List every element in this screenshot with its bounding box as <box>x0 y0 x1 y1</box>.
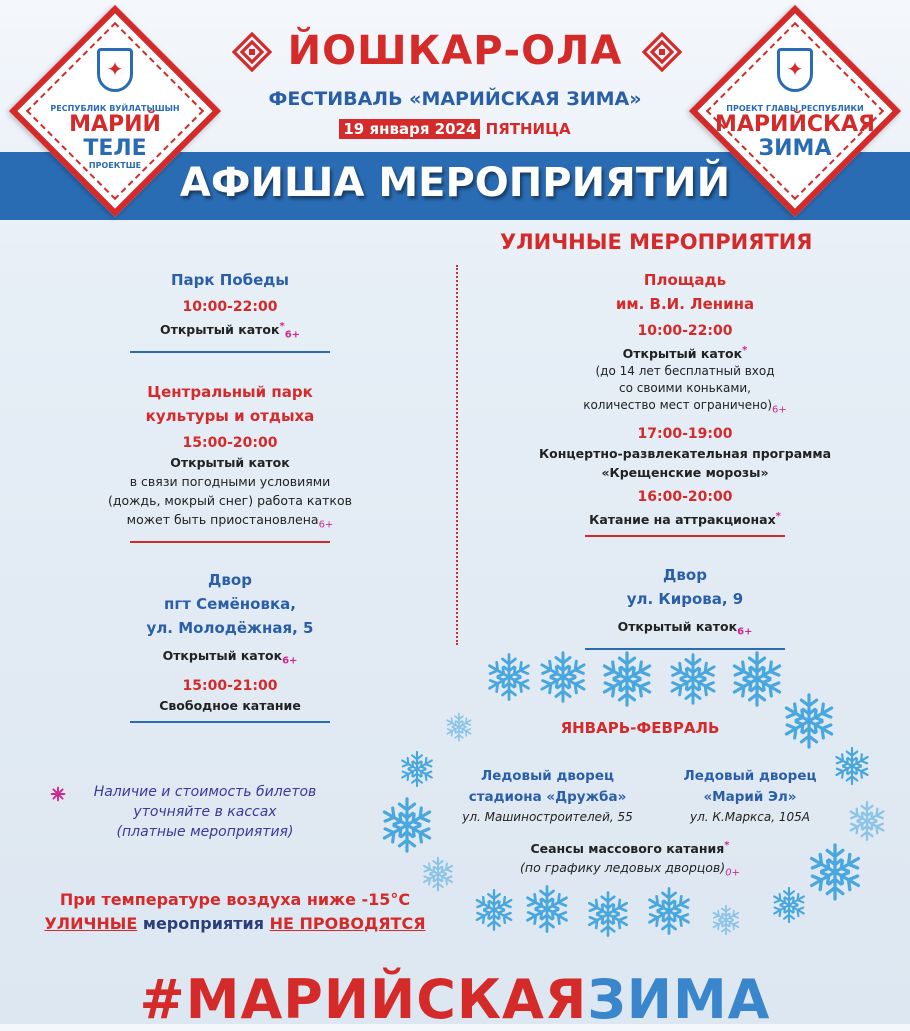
event: Свободное катание <box>159 697 301 713</box>
weekday: ПЯТНИЦА <box>485 120 571 138</box>
logo-left <box>15 48 215 170</box>
event-kirova <box>540 563 830 650</box>
warning-word: УЛИЧНЫЕ <box>44 914 138 933</box>
note-line: (платные мероприятия) <box>116 824 294 840</box>
venue-mari-el <box>655 766 845 827</box>
column-divider <box>456 265 458 645</box>
address: ул. Машиностроителей, 55 <box>462 810 633 824</box>
venue: ул. Молодёжная, 5 <box>146 619 314 637</box>
logo-text: ПРОЕКТ ГЛАВЫ РЕСПУБЛИКИ <box>726 104 864 113</box>
street-events-heading: УЛИЧНЫЕ МЕРОПРИЯТИЯ <box>500 230 813 254</box>
hashtag-part: ЗИМА <box>587 968 771 1031</box>
venue: Двор <box>208 571 252 589</box>
warning-word: НЕ ПРОВОДЯТСЯ <box>269 914 426 933</box>
venue: стадиона «Дружба» <box>468 789 627 805</box>
note-line: уточняйте в кассах <box>133 804 277 820</box>
divider <box>130 351 330 353</box>
event: Концертно-развлекательная программа <box>538 445 832 461</box>
snowflake-icon <box>484 652 534 702</box>
venue: «Марий Эл» <box>703 789 797 805</box>
snowflake-icon <box>644 886 694 936</box>
note: количество мест ограничено) <box>583 398 773 413</box>
note: со своими коньками, <box>618 381 751 396</box>
snowflake-icon <box>420 856 456 892</box>
event-lenin-square <box>510 268 860 537</box>
page-title: АФИША МЕРОПРИЯТИЙ <box>179 160 731 206</box>
note-line: Наличие и стоимость билетов <box>93 784 317 800</box>
time: 17:00-19:00 <box>637 425 733 442</box>
date-box: 19 января 2024 <box>339 119 480 139</box>
age-rating: 6+ <box>772 404 787 416</box>
divider <box>130 541 330 543</box>
note: (до 14 лет бесплатный вход <box>595 364 775 379</box>
snowflake-icon <box>805 842 865 902</box>
snowflake-icon <box>598 650 656 708</box>
time: 15:00-21:00 <box>182 677 278 694</box>
asterisk: * <box>279 321 285 332</box>
snowflake-icon <box>536 650 590 704</box>
event-park-pobedy <box>110 268 350 353</box>
mass-skating <box>480 836 780 883</box>
logo-text: МАРИЙСКАЯ <box>715 112 875 137</box>
snowflake-icon <box>666 652 720 706</box>
note: в связи погодными условиями <box>129 474 331 489</box>
event-central-park <box>90 380 370 543</box>
snowflake-icon <box>728 650 786 708</box>
asterisk: * <box>742 345 748 356</box>
age-rating: 6+ <box>318 519 334 531</box>
coat-of-arms-icon: ✦ <box>97 48 133 92</box>
venue: ул. Кирова, 9 <box>626 590 744 608</box>
event: Открытый каток <box>162 648 283 663</box>
time: 10:00-22:00 <box>637 323 733 339</box>
note: может быть приостановлена <box>126 512 319 527</box>
hashtag-part: #МАРИЙСКАЯ <box>139 968 588 1031</box>
snowflake-icon <box>770 886 808 924</box>
age-rating: 6+ <box>282 655 298 667</box>
age-rating: 6+ <box>737 626 753 638</box>
divider <box>130 721 330 723</box>
winter-heading: ЯНВАРЬ-ФЕВРАЛЬ <box>560 719 720 737</box>
ticket-note <box>40 782 370 842</box>
note: (дождь, мокрый снег) работа катков <box>108 493 352 508</box>
venue: Двор <box>663 566 707 584</box>
event: Сеансы массового катания <box>530 841 725 857</box>
time: 16:00-20:00 <box>637 488 733 505</box>
snowflake-icon <box>584 890 632 938</box>
logo-right <box>695 48 895 161</box>
snowflake-icon <box>472 888 516 932</box>
warning-line: При температуре воздуха ниже -15°С <box>59 890 411 909</box>
snowflake-icon <box>846 800 888 842</box>
hashtag <box>0 968 910 1031</box>
event: «Крещенские морозы» <box>601 464 769 480</box>
winter-section <box>440 716 840 740</box>
venue: Парк Победы <box>170 271 289 289</box>
festival-title: ФЕСТИВАЛЬ «МАРИЙСКАЯ ЗИМА» <box>268 88 642 110</box>
event: Открытый каток <box>159 322 280 338</box>
event: Открытый каток <box>622 346 743 362</box>
age-rating: 6+ <box>284 329 301 341</box>
logo-text: МАРИЙ <box>69 112 161 137</box>
age-rating: 0+ <box>725 867 740 879</box>
note: (по графику ледовых дворцов) <box>520 860 726 876</box>
coat-of-arms-icon: ✦ <box>777 48 813 92</box>
venue: культуры и отдыха <box>145 407 315 425</box>
venue: Площадь <box>643 271 727 289</box>
temperature-warning <box>0 888 470 936</box>
logo-text: ПРОЕКТШЕ <box>88 161 142 170</box>
warning-word: мероприятия <box>142 914 264 933</box>
logo-text: ТЕЛЕ <box>83 136 147 161</box>
event: Открытый каток <box>617 619 738 634</box>
event-semenovka <box>100 568 360 723</box>
venue: Ледовый дворец <box>683 768 817 784</box>
event: Открытый каток <box>170 455 290 470</box>
asterisk: * <box>724 840 730 851</box>
divider <box>585 535 785 537</box>
time: 15:00-20:00 <box>182 435 278 451</box>
asterisk: * <box>775 510 781 522</box>
city-title: ЙОШКАР-ОЛА <box>287 28 623 74</box>
snowflake-icon <box>522 884 572 934</box>
venue-druzhba <box>445 766 650 827</box>
event: Катание на аттракционах <box>589 511 776 527</box>
venue: им. В.И. Ленина <box>615 295 755 313</box>
venue: Центральный парк <box>147 383 313 401</box>
logo-text: РЕСПУБЛИК ВУЙЛАТЫШЫН <box>50 104 180 113</box>
snowflake-icon <box>378 796 436 854</box>
snowflake-icon <box>710 904 742 936</box>
time: 10:00-22:00 <box>182 299 278 315</box>
address: ул. К.Маркса, 105А <box>690 810 810 824</box>
venue: пгт Семёновка, <box>164 595 296 613</box>
venue: Ледовый дворец <box>480 768 614 784</box>
logo-text: ЗИМА <box>758 136 832 161</box>
snowflake-icon <box>398 750 436 788</box>
